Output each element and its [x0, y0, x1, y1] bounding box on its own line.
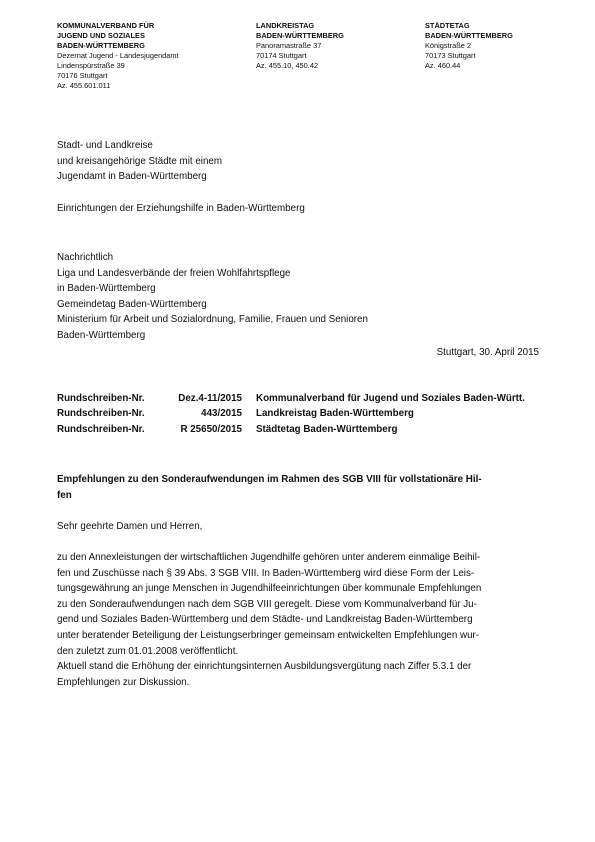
paragraph-line: Empfehlungen zur Diskussion. [57, 676, 190, 688]
recipient-line: Einrichtungen der Erziehungshilfe in Baden-Württemberg [57, 203, 305, 214]
recipient-line: Nachrichtlich [57, 252, 114, 263]
paragraph-line: unter beratender Beteiligung der Leistungserbringer gemeinsam entwickelten Empfehlungen wur- [57, 629, 480, 641]
subject-line: fen [57, 489, 72, 501]
recipient-line: Ministerium für Arbeit und Sozialordnung, Familie, Frauen und Senioren [57, 314, 368, 326]
org-reference: Az. 455.10, 450.42 [256, 61, 319, 70]
org-name-line: STÄDTETAG [425, 21, 470, 30]
org-name-line: LANDKREISTAG [256, 21, 315, 30]
subject-line: Empfehlungen zu den Sonderaufwendungen im Rahmen des SGB VIII für vollstationäre Hil- [57, 474, 482, 485]
circular-row [57, 422, 557, 437]
org-city: 70174 Stuttgart [256, 51, 307, 60]
org-name-line: BADEN-WÜRTTEMBERG [425, 31, 513, 40]
circular-label: Rundschreiben-Nr. [57, 423, 145, 435]
letterhead-kvjs [57, 21, 179, 91]
circular-label: Rundschreiben-Nr. [57, 408, 145, 420]
org-reference: Az. 455.601.011 [57, 81, 111, 90]
recipient-block-jugendaemter [57, 138, 222, 185]
org-name-line: JUGEND UND SOZIALES [57, 31, 145, 40]
paragraph-line: zu den Annexleistungen der wirtschaftlichen Jugendhilfe gehören unter anderem einmalige Beihil- [57, 552, 481, 563]
recipient-line: Stadt- und Landkreise [57, 140, 153, 151]
circular-row [57, 406, 557, 421]
paragraph-line: fen und Zuschüsse nach § 39 Abs. 3 SGB VIII. In Baden-Württemberg wird diese Form der Leis- [57, 567, 475, 579]
recipient-line: und kreisangehörige Städte mit einem [57, 155, 223, 167]
circular-number: Dez.4-11/2015 [178, 393, 242, 404]
paragraph-line: tungsgewährung an junge Menschen in Jugendhilfeeinrichtungen über kommunale Empfehlungen [57, 583, 482, 595]
circular-number: 443/2015 [201, 408, 242, 420]
recipient-line: Jugendamt in Baden-Württemberg [57, 171, 207, 183]
org-name-line: BADEN-WÜRTTEMBERG [256, 31, 344, 40]
circular-numbers [57, 391, 557, 437]
recipient-block-nachrichtlich [57, 250, 368, 344]
circular-issuer: Kommunalverband für Jugend und Soziales Baden-Württ. [256, 393, 525, 404]
circular-label: Rundschreiben-Nr. [57, 393, 145, 404]
paragraph-line: Aktuell stand die Erhöhung der einrichtungsinternen Ausbildungsvergütung nach Ziffer 5.3.1 der [57, 661, 472, 673]
paragraph-line: den zuletzt zum 01.01.2008 veröffentlicht. [57, 645, 239, 657]
org-street: Königstraße 2 [425, 41, 472, 50]
org-department: Dezernat Jugend - Landesjugendamt [57, 51, 179, 60]
circular-number: R 25650/2015 [180, 423, 242, 435]
org-street: Panoramastraße 37 [256, 41, 322, 50]
recipient-line: Liga und Landesverbände der freien Wohlfahrtspflege [57, 267, 291, 279]
org-reference: Az. 460.44 [425, 61, 461, 70]
paragraph-line: zu den Sonderaufwendungen nach dem SGB VIII geregelt. Diese vom Kommunalverband für Ju- [57, 598, 477, 610]
org-name-line: KOMMUNALVERBAND FÜR [57, 21, 155, 30]
recipient-line: Gemeindetag Baden-Württemberg [57, 298, 207, 310]
salutation: Sehr geehrte Damen und Herren, [57, 521, 203, 532]
recipient-line: in Baden-Württemberg [57, 283, 156, 295]
letter-subject [57, 472, 537, 503]
circular-issuer: Landkreistag Baden-Württemberg [256, 408, 414, 420]
org-name-line: BADEN-WÜRTTEMBERG [57, 41, 145, 50]
body-paragraph [57, 550, 481, 690]
letterhead-staedtetag [425, 21, 513, 71]
org-street: Lindenspürstraße 39 [57, 61, 125, 70]
recipient-block-einrichtungen [57, 201, 305, 217]
circular-row [57, 391, 557, 406]
circular-issuer: Städtetag Baden-Württemberg [256, 423, 398, 435]
paragraph-line: gend und Soziales Baden-Württemberg und dem Städte- und Landkreistag Baden-Württemberg [57, 614, 473, 626]
letter-date: Stuttgart, 30. April 2015 [436, 347, 539, 358]
org-city: 70173 Stuttgart [425, 51, 476, 60]
letterhead-landkreistag [256, 21, 344, 71]
recipient-line: Baden-Württemberg [57, 329, 146, 341]
org-city: 70176 Stuttgart [57, 71, 108, 80]
